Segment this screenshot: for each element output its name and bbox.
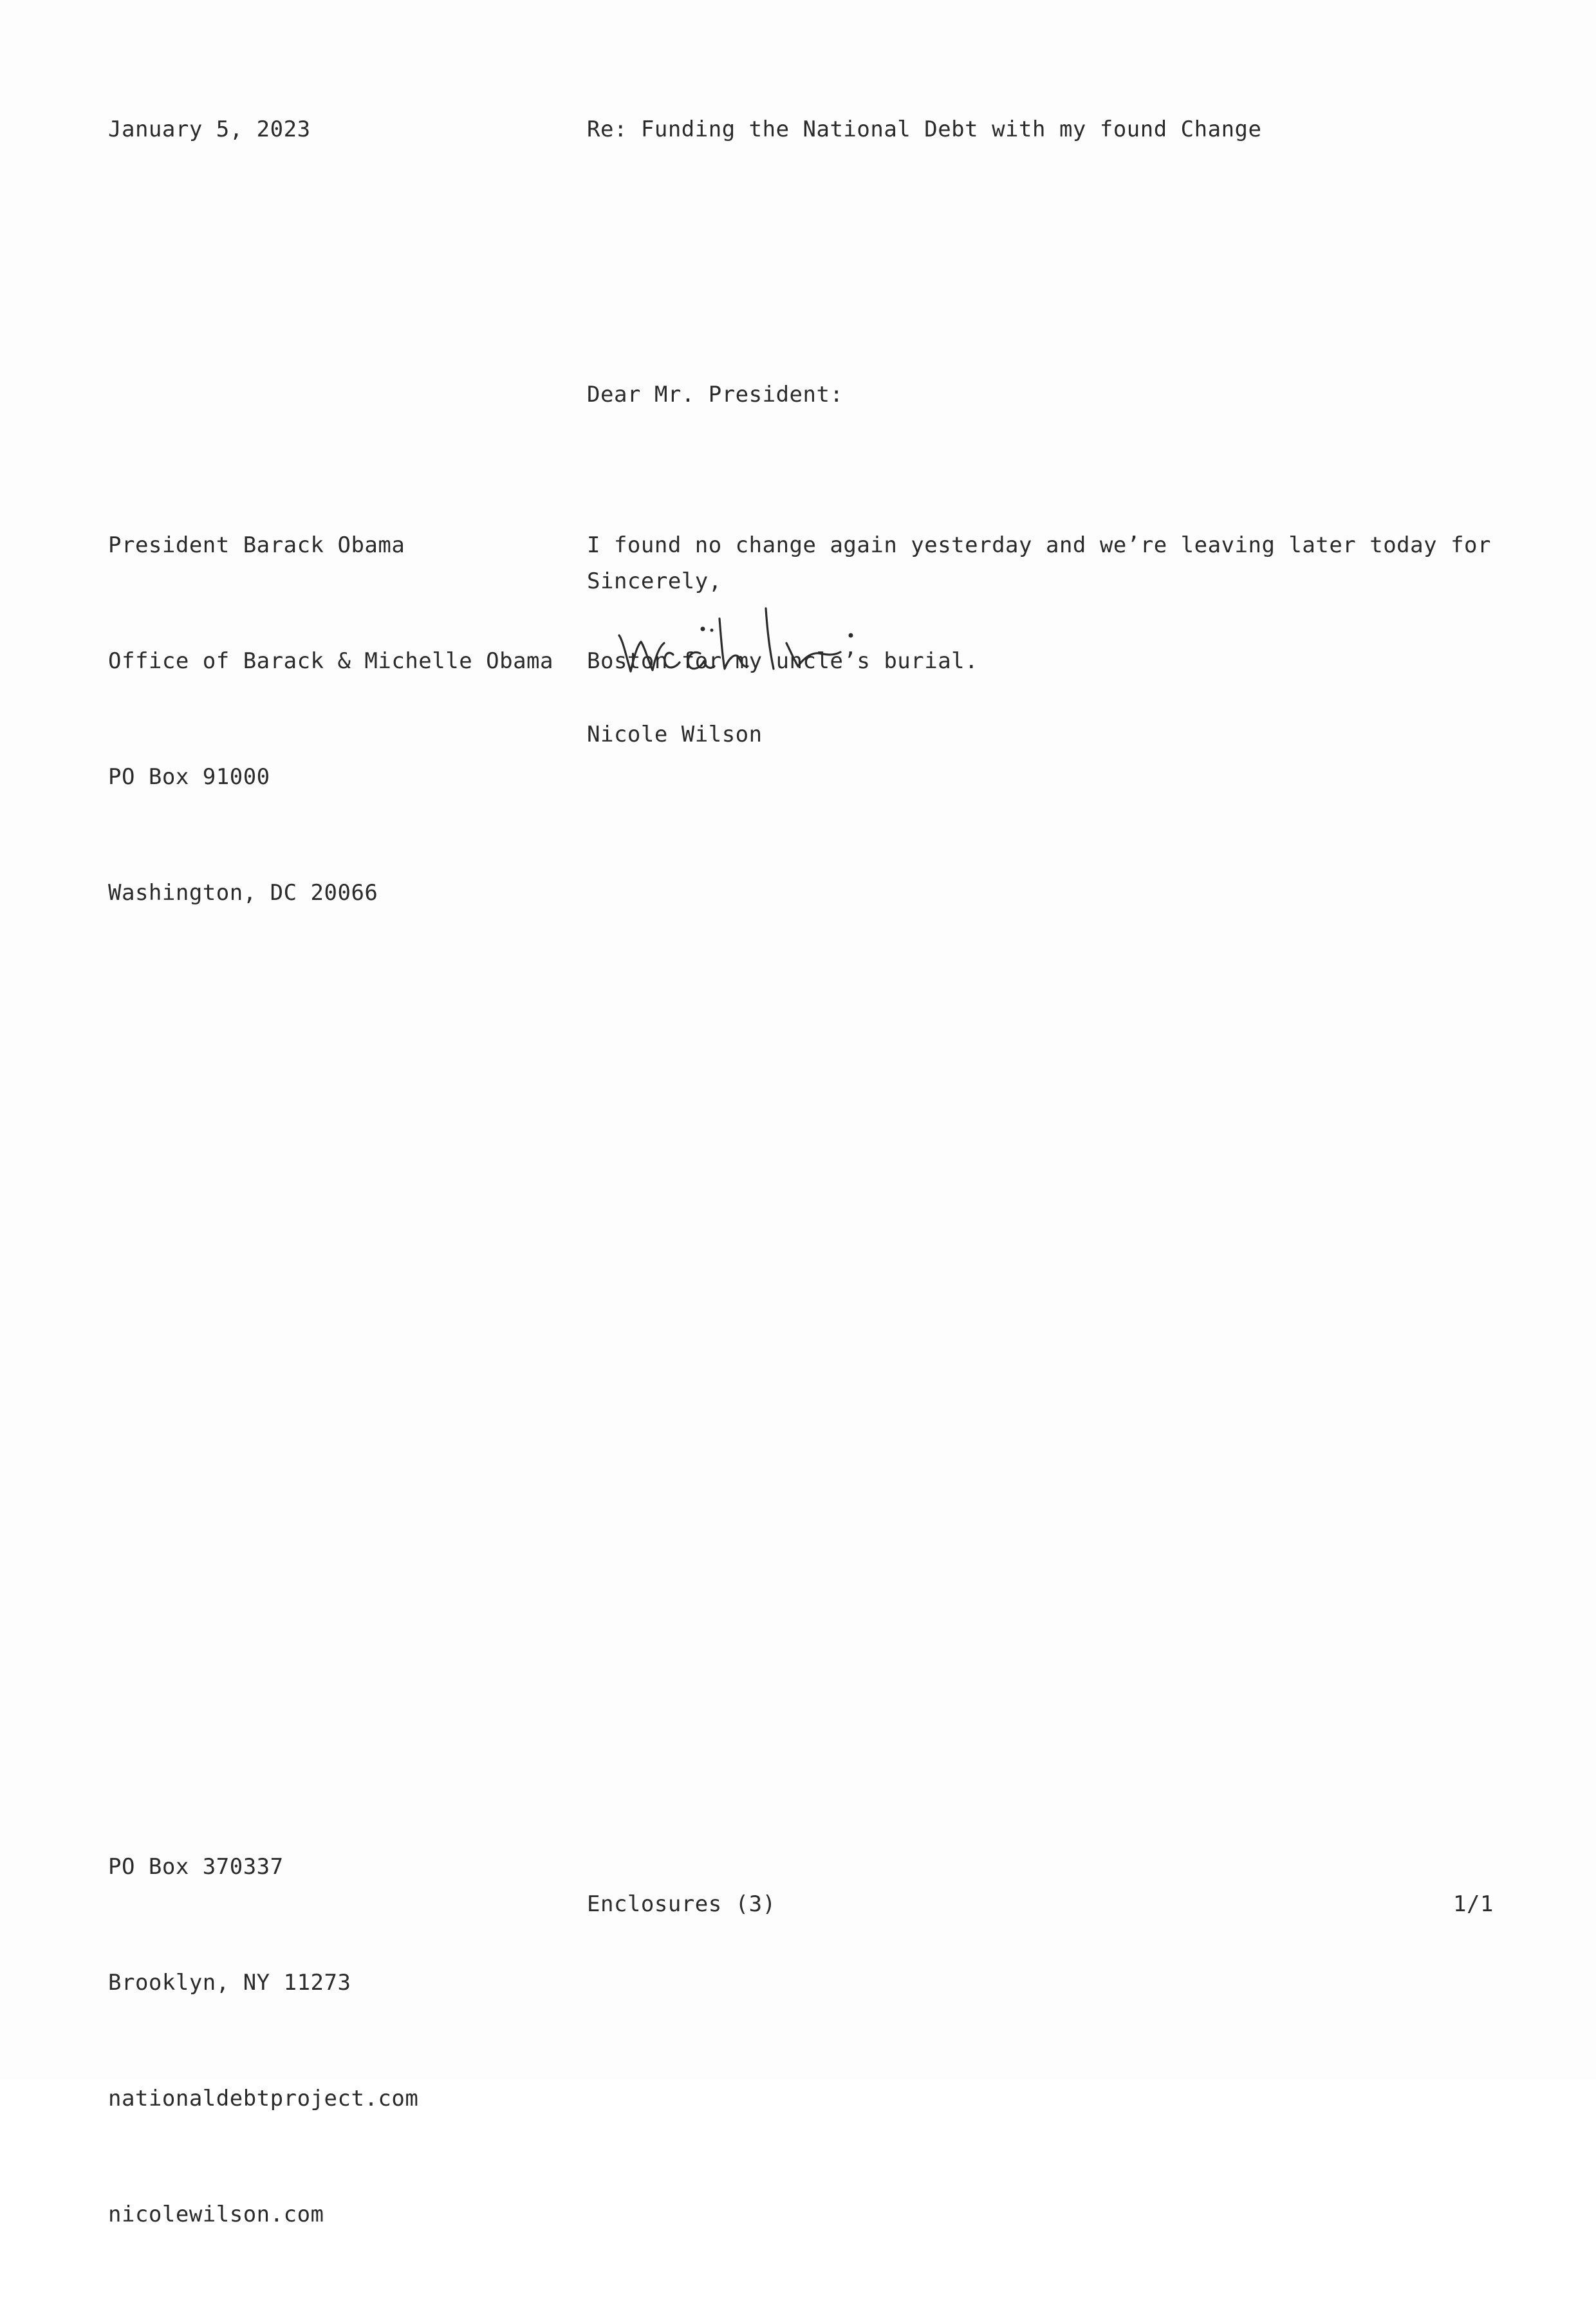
body-line: I found no change again yesterday and we’re leaving later today for (587, 532, 1491, 558)
recipient-line: Office of Barack & Michelle Obama (108, 648, 554, 674)
sender-line: PO Box 370337 (108, 1854, 284, 1880)
sender-line: nicolewilson.com (108, 2202, 324, 2227)
signer-name: Nicole Wilson (587, 722, 763, 747)
sender-line: nationaldebtproject.com (108, 2086, 419, 2111)
handwritten-signature-icon (611, 595, 907, 686)
recipient-address (108, 449, 553, 989)
recipient-line: Washington, DC 20066 (108, 880, 378, 906)
recipient-line: PO Box 91000 (108, 764, 270, 790)
page-number: 1/1 (1453, 1891, 1494, 1917)
recipient-line: President Barack Obama (108, 532, 405, 558)
closing: Sincerely, (587, 568, 722, 594)
sender-line: Brooklyn, NY 11273 (108, 1970, 351, 1996)
body-line: Boston for my uncle’s burial. (587, 648, 979, 674)
salutation: Dear Mr. President: (587, 382, 844, 407)
sender-address (108, 1770, 418, 2311)
letter-date: January 5, 2023 (108, 117, 311, 142)
enclosures-note: Enclosures (3) (587, 1891, 776, 1917)
letter-subject: Re: Funding the National Debt with my found Change (587, 117, 1262, 142)
